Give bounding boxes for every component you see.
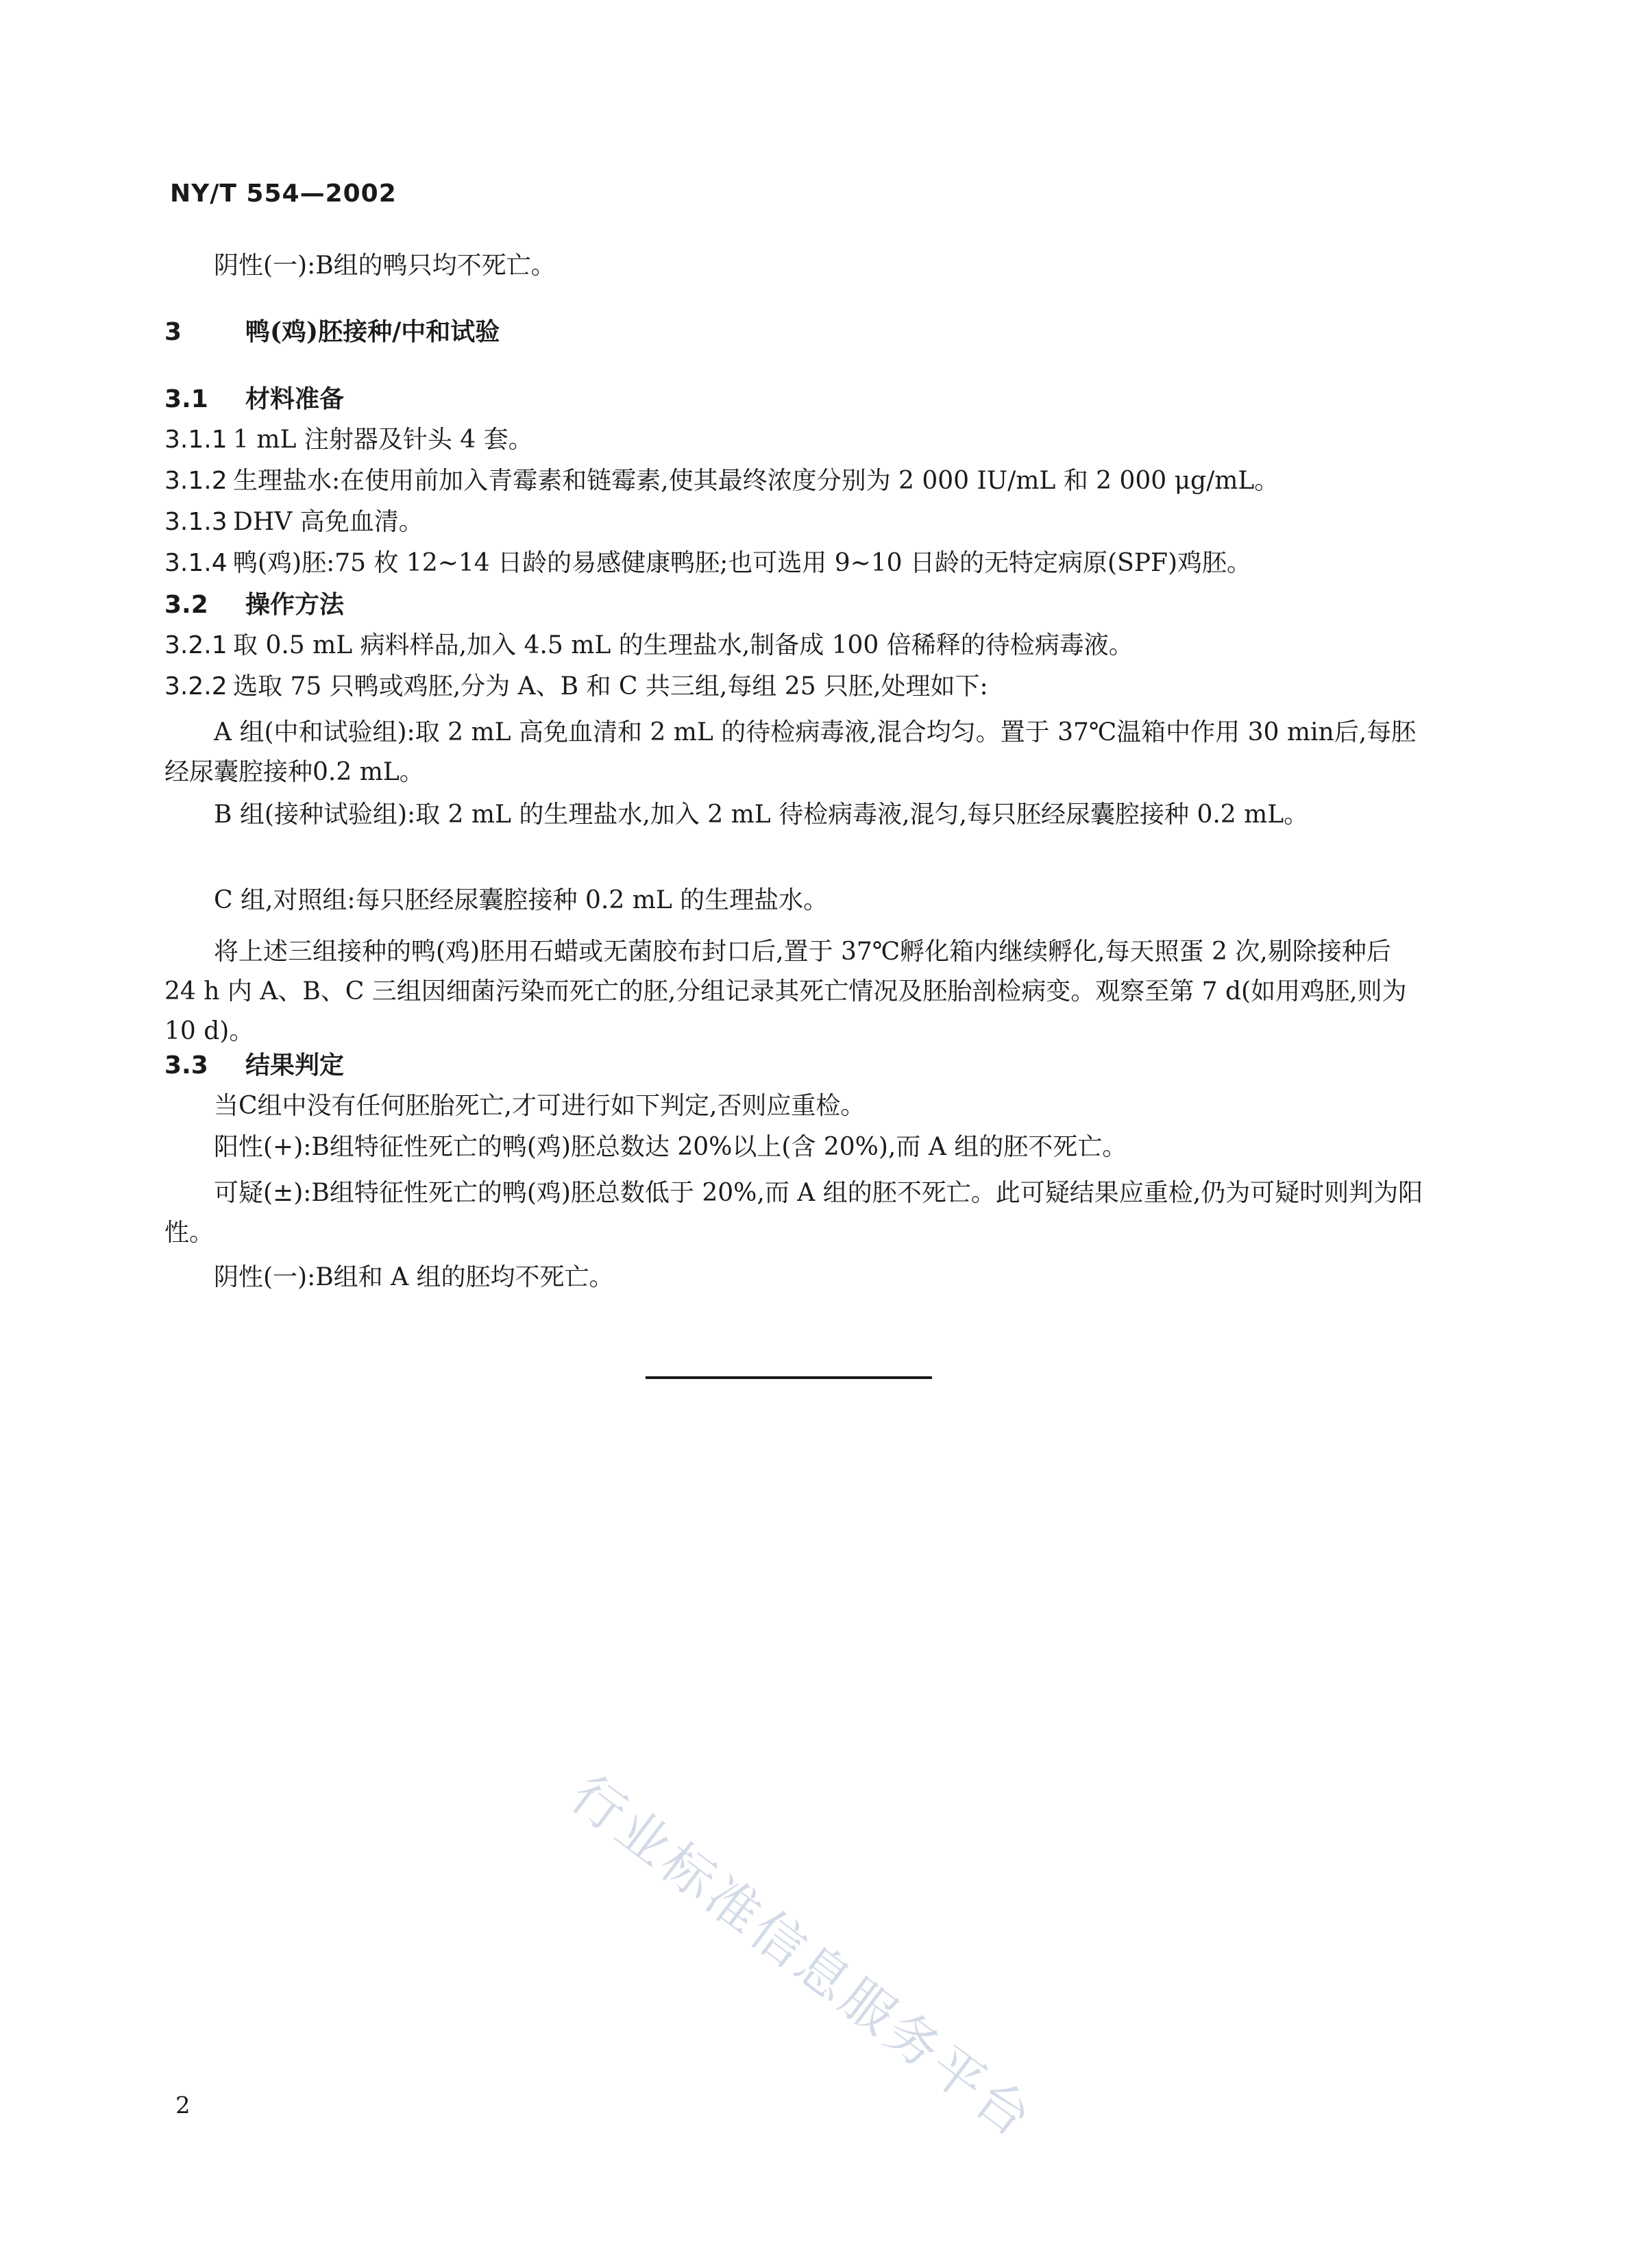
clause-text: 选取 75 只鸭或鸡胚,分为 A、B 和 C 共三组,每组 25 只胚,处理如下: (233, 672, 988, 700)
clause-3-2-2 (164, 672, 988, 702)
section-title: 材料准备 (245, 385, 345, 413)
section-number: 3.2 (164, 591, 208, 619)
clause-text: 鸭(鸡)胚:75 枚 12~14 日龄的易感健康鸭胚;也可选用 9~10 日龄的无特定病原(SPF)鸡胚。 (233, 549, 1251, 577)
condition-paragraph: 当C组中没有任何胚胎死亡,才可进行如下判定,否则应重检。 (214, 1092, 866, 1120)
clause-number: 3.1.1 (164, 426, 228, 454)
section-title: 结果判定 (245, 1051, 345, 1080)
watermark: 行业标准信息服务平台 (559, 1763, 1046, 2151)
section-number: 3 (164, 318, 182, 346)
section-3-1-heading (164, 384, 344, 415)
clause-number: 3.2.2 (164, 672, 228, 700)
clause-3-1-4 (164, 548, 1251, 578)
clause-text: 1 mL 注射器及针头 4 套。 (233, 426, 533, 454)
clause-number: 3.1.2 (164, 467, 228, 495)
section-3-2-heading (164, 589, 344, 620)
clause-text: 生理盐水:在使用前加入青霉素和链霉素,使其最终浓度分别为 2 000 IU/mL 和 2 000 μg/mL。 (233, 467, 1279, 495)
page-number: 2 (175, 2092, 191, 2119)
section-number: 3.1 (164, 385, 208, 413)
clause-text: DHV 高免血清。 (233, 508, 424, 536)
clause-number: 3.1.4 (164, 549, 228, 577)
clause-3-1-1 (164, 425, 533, 455)
group-b-paragraph: B 组(接种试验组):取 2 mL 的生理盐水,加入 2 mL 待检病毒液,混匀,每只胚经尿囊腔接种 0.2 mL。 (214, 801, 1309, 829)
clause-3-2-1 (164, 631, 1134, 661)
suspect-result: 可疑(±):B组特征性死亡的鸭(鸡)胚总数低于 20%,而 A 组的胚不死亡。此可疑结果应重检,仍为可疑时则判为阳性。 (164, 1179, 1423, 1247)
clause-3-1-3 (164, 507, 424, 537)
negative-result: 阴性(一):B组和 A 组的胚均不死亡。 (214, 1263, 614, 1291)
section-3-heading (164, 317, 500, 347)
section-title: 操作方法 (245, 590, 345, 619)
clause-3-1-2 (164, 466, 1279, 496)
standard-code: NY/T 554—2002 (170, 180, 397, 208)
negative-duck-result: 阴性(一):B组的鸭只均不死亡。 (214, 252, 556, 280)
positive-result: 阳性(+):B组特征性死亡的鸭(鸡)胚总数达 20%以上(含 20%),而 A 组的胚不死亡。 (214, 1133, 1127, 1161)
clause-number: 3.1.3 (164, 508, 228, 536)
clause-text: 取 0.5 mL 病料样品,加入 4.5 mL 的生理盐水,制备成 100 倍稀释的待检病毒液。 (233, 631, 1134, 659)
group-a-paragraph: A 组(中和试验组):取 2 mL 高免血清和 2 mL 的待检病毒液,混合均匀。置于 37℃温箱中作用 30 min后,每胚经尿囊腔接种0.2 mL。 (164, 718, 1417, 786)
end-rule (646, 1376, 932, 1379)
group-c-paragraph: C 组,对照组:每只胚经尿囊腔接种 0.2 mL 的生理盐水。 (214, 886, 829, 914)
section-3-3-heading (164, 1050, 344, 1081)
clause-number: 3.2.1 (164, 631, 228, 659)
section-title: 鸭(鸡)胚接种/中和试验 (245, 317, 500, 346)
section-number: 3.3 (164, 1051, 208, 1080)
incubation-paragraph: 将上述三组接种的鸭(鸡)胚用石蜡或无菌胶布封口后,置于 37℃孵化箱内继续孵化,每天照蛋 2 次,剔除接种后 24 h 内 A、B、C 三组因细菌污染而死亡的胚,分组记录其死亡情况及胚胎剖检病变。观察至第 7 d(如用鸡胚,则为 10 d)。 (164, 938, 1407, 1045)
